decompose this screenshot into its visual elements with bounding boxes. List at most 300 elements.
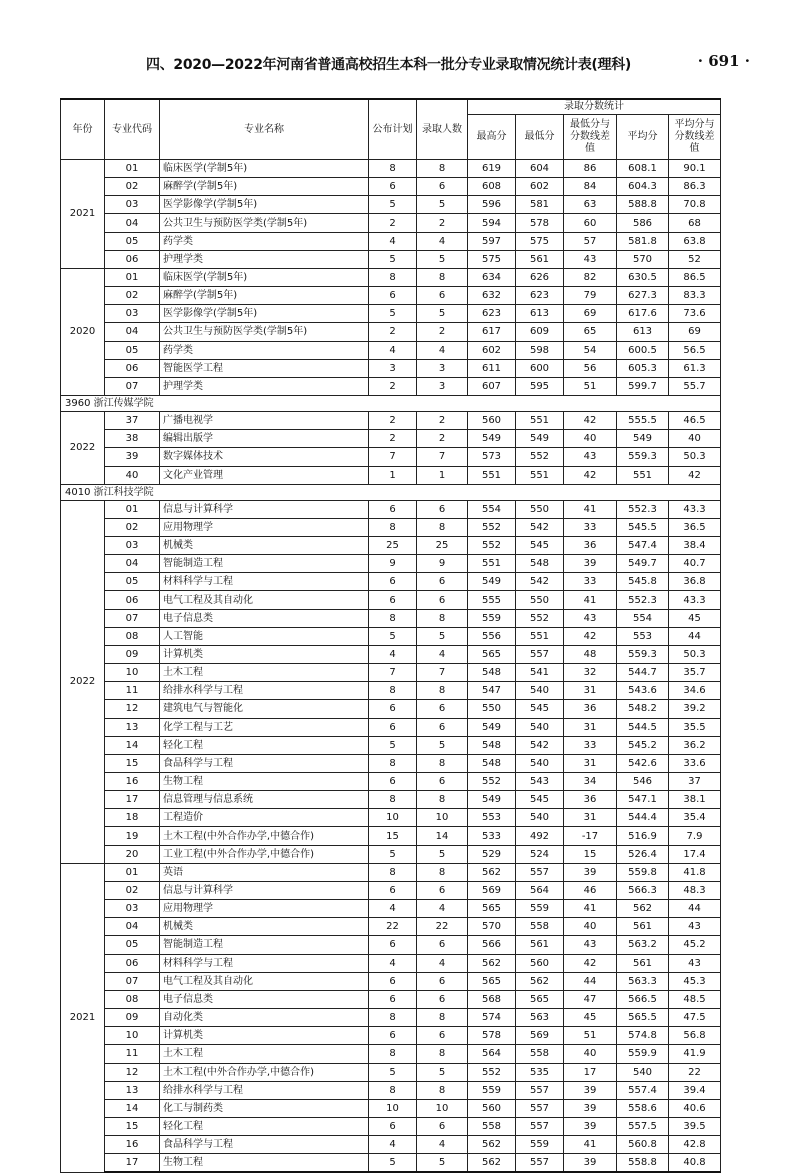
table-row [61, 609, 721, 627]
major-name-cell: 人工智能 [160, 627, 369, 645]
admitted-cell: 2 [417, 323, 468, 341]
min-diff-cell: 43 [564, 936, 617, 954]
avg-score-cell: 552.3 [617, 500, 669, 518]
table-row [61, 700, 721, 718]
admitted-cell: 5 [417, 305, 468, 323]
avg-diff-cell: 45.3 [669, 972, 721, 990]
min-diff-cell: 39 [564, 1099, 617, 1117]
plan-cell: 5 [369, 845, 417, 863]
col-header-avg-diff: 平均分与分数线差值 [669, 115, 721, 160]
avg-score-cell: 566.5 [617, 990, 669, 1008]
avg-score-cell: 547.4 [617, 536, 669, 554]
code-cell: 15 [105, 754, 160, 772]
avg-score-cell: 526.4 [617, 845, 669, 863]
table-row [61, 448, 721, 466]
min-score-cell: 559 [516, 1136, 564, 1154]
admitted-cell: 5 [417, 1063, 468, 1081]
avg-score-cell: 552.3 [617, 591, 669, 609]
avg-score-cell: 546 [617, 773, 669, 791]
plan-cell: 3 [369, 359, 417, 377]
min-diff-cell: 42 [564, 412, 617, 430]
max-score-cell: 558 [468, 1117, 516, 1135]
min-score-cell: 569 [516, 1027, 564, 1045]
avg-score-cell: 613 [617, 323, 669, 341]
table-row [61, 809, 721, 827]
plan-cell: 6 [369, 990, 417, 1008]
major-name-cell: 生物工程 [160, 1154, 369, 1173]
min-diff-cell: 33 [564, 736, 617, 754]
min-score-cell: 557 [516, 1154, 564, 1173]
admitted-cell: 5 [417, 250, 468, 268]
table-row [61, 341, 721, 359]
avg-score-cell: 558.6 [617, 1099, 669, 1117]
major-name-cell: 数字媒体技术 [160, 448, 369, 466]
admitted-cell: 6 [417, 700, 468, 718]
major-name-cell: 护理学类 [160, 250, 369, 268]
plan-cell: 7 [369, 448, 417, 466]
min-score-cell: 551 [516, 412, 564, 430]
min-score-cell: 552 [516, 609, 564, 627]
avg-diff-cell: 36.5 [669, 518, 721, 536]
table-row [61, 591, 721, 609]
avg-score-cell: 560.8 [617, 1136, 669, 1154]
admitted-cell: 10 [417, 1099, 468, 1117]
max-score-cell: 565 [468, 645, 516, 663]
code-cell: 04 [105, 214, 160, 232]
min-score-cell: 541 [516, 664, 564, 682]
major-name-cell: 自动化类 [160, 1009, 369, 1027]
min-diff-cell: 41 [564, 500, 617, 518]
avg-score-cell: 557.5 [617, 1117, 669, 1135]
max-score-cell: 623 [468, 305, 516, 323]
col-header-name: 专业名称 [160, 99, 369, 160]
avg-diff-cell: 48.5 [669, 990, 721, 1008]
min-diff-cell: 36 [564, 700, 617, 718]
min-diff-cell: 40 [564, 430, 617, 448]
min-score-cell: 540 [516, 754, 564, 772]
table-row [61, 359, 721, 377]
code-cell: 17 [105, 1154, 160, 1173]
code-cell: 05 [105, 936, 160, 954]
min-diff-cell: 17 [564, 1063, 617, 1081]
min-diff-cell: 69 [564, 305, 617, 323]
school-name: 3960 浙江传媒学院 [61, 396, 721, 412]
avg-diff-cell: 56.8 [669, 1027, 721, 1045]
major-name-cell: 计算机类 [160, 645, 369, 663]
avg-diff-cell: 35.7 [669, 664, 721, 682]
max-score-cell: 562 [468, 954, 516, 972]
table-row [61, 736, 721, 754]
avg-diff-cell: 39.2 [669, 700, 721, 718]
table-body [61, 160, 721, 1173]
plan-cell: 6 [369, 1027, 417, 1045]
max-score-cell: 560 [468, 1099, 516, 1117]
table-row [61, 863, 721, 881]
min-score-cell: 557 [516, 1117, 564, 1135]
code-cell: 10 [105, 664, 160, 682]
admitted-cell: 8 [417, 754, 468, 772]
admission-table [60, 98, 721, 1173]
min-score-cell: 623 [516, 287, 564, 305]
avg-score-cell: 540 [617, 1063, 669, 1081]
min-diff-cell: 51 [564, 377, 617, 395]
admitted-cell: 8 [417, 518, 468, 536]
min-diff-cell: 33 [564, 573, 617, 591]
max-score-cell: 533 [468, 827, 516, 845]
col-header-admitted: 录取人数 [417, 99, 468, 160]
avg-score-cell: 627.3 [617, 287, 669, 305]
major-name-cell: 文化产业管理 [160, 466, 369, 484]
col-header-max: 最高分 [468, 115, 516, 160]
code-cell: 02 [105, 518, 160, 536]
max-score-cell: 548 [468, 736, 516, 754]
major-name-cell: 智能制造工程 [160, 936, 369, 954]
table-row [61, 305, 721, 323]
min-diff-cell: 84 [564, 178, 617, 196]
avg-diff-cell: 45 [669, 609, 721, 627]
code-cell: 37 [105, 412, 160, 430]
major-name-cell: 计算机类 [160, 1027, 369, 1045]
min-score-cell: 524 [516, 845, 564, 863]
min-score-cell: 558 [516, 1045, 564, 1063]
code-cell: 04 [105, 555, 160, 573]
code-cell: 08 [105, 990, 160, 1008]
admitted-cell: 8 [417, 682, 468, 700]
plan-cell: 4 [369, 645, 417, 663]
min-score-cell: 558 [516, 918, 564, 936]
avg-diff-cell: 61.3 [669, 359, 721, 377]
avg-diff-cell: 73.6 [669, 305, 721, 323]
code-cell: 02 [105, 881, 160, 899]
min-score-cell: 581 [516, 196, 564, 214]
avg-score-cell: 561 [617, 954, 669, 972]
major-name-cell: 麻醉学(学制5年) [160, 287, 369, 305]
plan-cell: 4 [369, 232, 417, 250]
avg-score-cell: 549.7 [617, 555, 669, 573]
min-diff-cell: 48 [564, 645, 617, 663]
admitted-cell: 8 [417, 160, 468, 178]
min-score-cell: 550 [516, 591, 564, 609]
min-diff-cell: 31 [564, 754, 617, 772]
school-name: 4010 浙江科技学院 [61, 484, 721, 500]
table-row [61, 500, 721, 518]
min-diff-cell: 51 [564, 1027, 617, 1045]
major-name-cell: 临床医学(学制5年) [160, 268, 369, 286]
major-name-cell: 轻化工程 [160, 1117, 369, 1135]
major-name-cell: 食品科学与工程 [160, 1136, 369, 1154]
avg-diff-cell: 40.8 [669, 1154, 721, 1173]
min-diff-cell: 40 [564, 1045, 617, 1063]
min-score-cell: 557 [516, 645, 564, 663]
avg-score-cell: 554 [617, 609, 669, 627]
avg-score-cell: 516.9 [617, 827, 669, 845]
col-header-plan: 公布计划 [369, 99, 417, 160]
avg-score-cell: 544.7 [617, 664, 669, 682]
code-cell: 10 [105, 1027, 160, 1045]
min-score-cell: 557 [516, 1099, 564, 1117]
max-score-cell: 549 [468, 718, 516, 736]
min-score-cell: 561 [516, 250, 564, 268]
max-score-cell: 573 [468, 448, 516, 466]
plan-cell: 6 [369, 972, 417, 990]
avg-score-cell: 551 [617, 466, 669, 484]
code-cell: 18 [105, 809, 160, 827]
min-diff-cell: 65 [564, 323, 617, 341]
avg-score-cell: 544.5 [617, 718, 669, 736]
min-score-cell: 552 [516, 448, 564, 466]
major-name-cell: 英语 [160, 863, 369, 881]
admitted-cell: 6 [417, 972, 468, 990]
avg-score-cell: 548.2 [617, 700, 669, 718]
plan-cell: 9 [369, 555, 417, 573]
avg-diff-cell: 41.9 [669, 1045, 721, 1063]
avg-diff-cell: 83.3 [669, 287, 721, 305]
min-diff-cell: 44 [564, 972, 617, 990]
page-header [60, 48, 760, 76]
code-cell: 04 [105, 918, 160, 936]
code-cell: 19 [105, 827, 160, 845]
table-row [61, 627, 721, 645]
avg-score-cell: 545.5 [617, 518, 669, 536]
min-diff-cell: 31 [564, 682, 617, 700]
plan-cell: 10 [369, 809, 417, 827]
min-diff-cell: 56 [564, 359, 617, 377]
avg-diff-cell: 37 [669, 773, 721, 791]
min-score-cell: 545 [516, 700, 564, 718]
code-cell: 09 [105, 645, 160, 663]
major-name-cell: 工程造价 [160, 809, 369, 827]
plan-cell: 8 [369, 268, 417, 286]
min-diff-cell: 42 [564, 466, 617, 484]
table-row [61, 754, 721, 772]
code-cell: 05 [105, 232, 160, 250]
min-diff-cell: 46 [564, 881, 617, 899]
min-diff-cell: 60 [564, 214, 617, 232]
plan-cell: 22 [369, 918, 417, 936]
col-header-year: 年份 [61, 99, 105, 160]
max-score-cell: 548 [468, 664, 516, 682]
code-cell: 16 [105, 773, 160, 791]
avg-diff-cell: 70.8 [669, 196, 721, 214]
min-score-cell: 565 [516, 990, 564, 1008]
min-score-cell: 535 [516, 1063, 564, 1081]
plan-cell: 2 [369, 430, 417, 448]
major-name-cell: 土木工程(中外合作办学,中德合作) [160, 1063, 369, 1081]
code-cell: 09 [105, 1009, 160, 1027]
avg-diff-cell: 35.5 [669, 718, 721, 736]
header-row-1 [61, 99, 721, 115]
code-cell: 07 [105, 609, 160, 627]
min-score-cell: 540 [516, 809, 564, 827]
plan-cell: 25 [369, 536, 417, 554]
plan-cell: 8 [369, 609, 417, 627]
min-diff-cell: 41 [564, 591, 617, 609]
plan-cell: 4 [369, 900, 417, 918]
table-row [61, 1081, 721, 1099]
max-score-cell: 608 [468, 178, 516, 196]
avg-score-cell: 562 [617, 900, 669, 918]
max-score-cell: 560 [468, 412, 516, 430]
code-cell: 03 [105, 196, 160, 214]
major-name-cell: 土木工程(中外合作办学,中德合作) [160, 827, 369, 845]
admitted-cell: 6 [417, 178, 468, 196]
plan-cell: 7 [369, 664, 417, 682]
max-score-cell: 549 [468, 430, 516, 448]
avg-diff-cell: 55.7 [669, 377, 721, 395]
min-diff-cell: 39 [564, 1081, 617, 1099]
min-diff-cell: 43 [564, 250, 617, 268]
code-cell: 04 [105, 323, 160, 341]
min-score-cell: 602 [516, 178, 564, 196]
table-row [61, 682, 721, 700]
plan-cell: 8 [369, 863, 417, 881]
avg-diff-cell: 52 [669, 250, 721, 268]
table-row [61, 536, 721, 554]
plan-cell: 5 [369, 305, 417, 323]
avg-diff-cell: 86.3 [669, 178, 721, 196]
plan-cell: 4 [369, 954, 417, 972]
major-name-cell: 编辑出版学 [160, 430, 369, 448]
major-name-cell: 广播电视学 [160, 412, 369, 430]
year-cell: 2022 [61, 412, 105, 485]
code-cell: 14 [105, 736, 160, 754]
admitted-cell: 5 [417, 1154, 468, 1173]
plan-cell: 2 [369, 377, 417, 395]
avg-diff-cell: 42.8 [669, 1136, 721, 1154]
col-header-min-diff: 最低分与分数线差值 [564, 115, 617, 160]
code-cell: 06 [105, 359, 160, 377]
admitted-cell: 8 [417, 609, 468, 627]
min-score-cell: 545 [516, 791, 564, 809]
avg-score-cell: 549 [617, 430, 669, 448]
avg-diff-cell: 7.9 [669, 827, 721, 845]
avg-diff-cell: 40.6 [669, 1099, 721, 1117]
admitted-cell: 6 [417, 287, 468, 305]
max-score-cell: 551 [468, 466, 516, 484]
code-cell: 02 [105, 178, 160, 196]
min-diff-cell: 57 [564, 232, 617, 250]
min-diff-cell: 34 [564, 773, 617, 791]
min-diff-cell: 47 [564, 990, 617, 1008]
major-name-cell: 信息与计算科学 [160, 881, 369, 899]
plan-cell: 4 [369, 1136, 417, 1154]
min-diff-cell: 54 [564, 341, 617, 359]
min-diff-cell: 41 [564, 1136, 617, 1154]
max-score-cell: 556 [468, 627, 516, 645]
avg-diff-cell: 43 [669, 954, 721, 972]
admitted-cell: 8 [417, 268, 468, 286]
table-row [61, 936, 721, 954]
major-name-cell: 机械类 [160, 536, 369, 554]
major-name-cell: 电气工程及其自动化 [160, 591, 369, 609]
plan-cell: 6 [369, 936, 417, 954]
min-score-cell: 595 [516, 377, 564, 395]
major-name-cell: 医学影像学(学制5年) [160, 305, 369, 323]
max-score-cell: 550 [468, 700, 516, 718]
avg-diff-cell: 86.5 [669, 268, 721, 286]
min-diff-cell: 45 [564, 1009, 617, 1027]
avg-score-cell: 553 [617, 627, 669, 645]
table-row [61, 664, 721, 682]
code-cell: 12 [105, 1063, 160, 1081]
min-score-cell: 609 [516, 323, 564, 341]
max-score-cell: 611 [468, 359, 516, 377]
avg-diff-cell: 50.3 [669, 448, 721, 466]
avg-diff-cell: 43.3 [669, 591, 721, 609]
admitted-cell: 8 [417, 791, 468, 809]
table-row [61, 178, 721, 196]
min-score-cell: 626 [516, 268, 564, 286]
year-cell: 2021 [61, 160, 105, 269]
code-cell: 11 [105, 1045, 160, 1063]
min-diff-cell: 79 [564, 287, 617, 305]
avg-score-cell: 600.5 [617, 341, 669, 359]
admitted-cell: 6 [417, 990, 468, 1008]
max-score-cell: 566 [468, 936, 516, 954]
avg-score-cell: 563.3 [617, 972, 669, 990]
max-score-cell: 619 [468, 160, 516, 178]
plan-cell: 5 [369, 736, 417, 754]
code-cell: 05 [105, 341, 160, 359]
max-score-cell: 548 [468, 754, 516, 772]
avg-diff-cell: 42 [669, 466, 721, 484]
table-row [61, 900, 721, 918]
avg-diff-cell: 43.3 [669, 500, 721, 518]
major-name-cell: 麻醉学(学制5年) [160, 178, 369, 196]
avg-diff-cell: 36.2 [669, 736, 721, 754]
admitted-cell: 25 [417, 536, 468, 554]
avg-diff-cell: 56.5 [669, 341, 721, 359]
table-row [61, 827, 721, 845]
table-row [61, 196, 721, 214]
major-name-cell: 药学类 [160, 341, 369, 359]
admitted-cell: 1 [417, 466, 468, 484]
plan-cell: 6 [369, 573, 417, 591]
plan-cell: 6 [369, 1117, 417, 1135]
major-name-cell: 材料科学与工程 [160, 954, 369, 972]
table-row [61, 718, 721, 736]
table-row [61, 954, 721, 972]
avg-diff-cell: 63.8 [669, 232, 721, 250]
major-name-cell: 食品科学与工程 [160, 754, 369, 772]
max-score-cell: 607 [468, 377, 516, 395]
plan-cell: 6 [369, 178, 417, 196]
avg-diff-cell: 17.4 [669, 845, 721, 863]
avg-score-cell: 545.2 [617, 736, 669, 754]
code-cell: 08 [105, 627, 160, 645]
admitted-cell: 6 [417, 936, 468, 954]
avg-score-cell: 559.8 [617, 863, 669, 881]
avg-score-cell: 570 [617, 250, 669, 268]
code-cell: 01 [105, 160, 160, 178]
major-name-cell: 信息管理与信息系统 [160, 791, 369, 809]
max-score-cell: 562 [468, 863, 516, 881]
avg-diff-cell: 45.2 [669, 936, 721, 954]
plan-cell: 5 [369, 1063, 417, 1081]
avg-score-cell: 604.3 [617, 178, 669, 196]
code-cell: 40 [105, 466, 160, 484]
avg-diff-cell: 43 [669, 918, 721, 936]
plan-cell: 6 [369, 700, 417, 718]
max-score-cell: 568 [468, 990, 516, 1008]
min-diff-cell: 42 [564, 627, 617, 645]
table-row [61, 1027, 721, 1045]
admitted-cell: 4 [417, 954, 468, 972]
page-title: 四、2020—2022年河南省普通高校招生本科一批分专业录取情况统计表(理科) [146, 57, 632, 73]
code-cell: 02 [105, 287, 160, 305]
avg-diff-cell: 44 [669, 627, 721, 645]
plan-cell: 5 [369, 250, 417, 268]
